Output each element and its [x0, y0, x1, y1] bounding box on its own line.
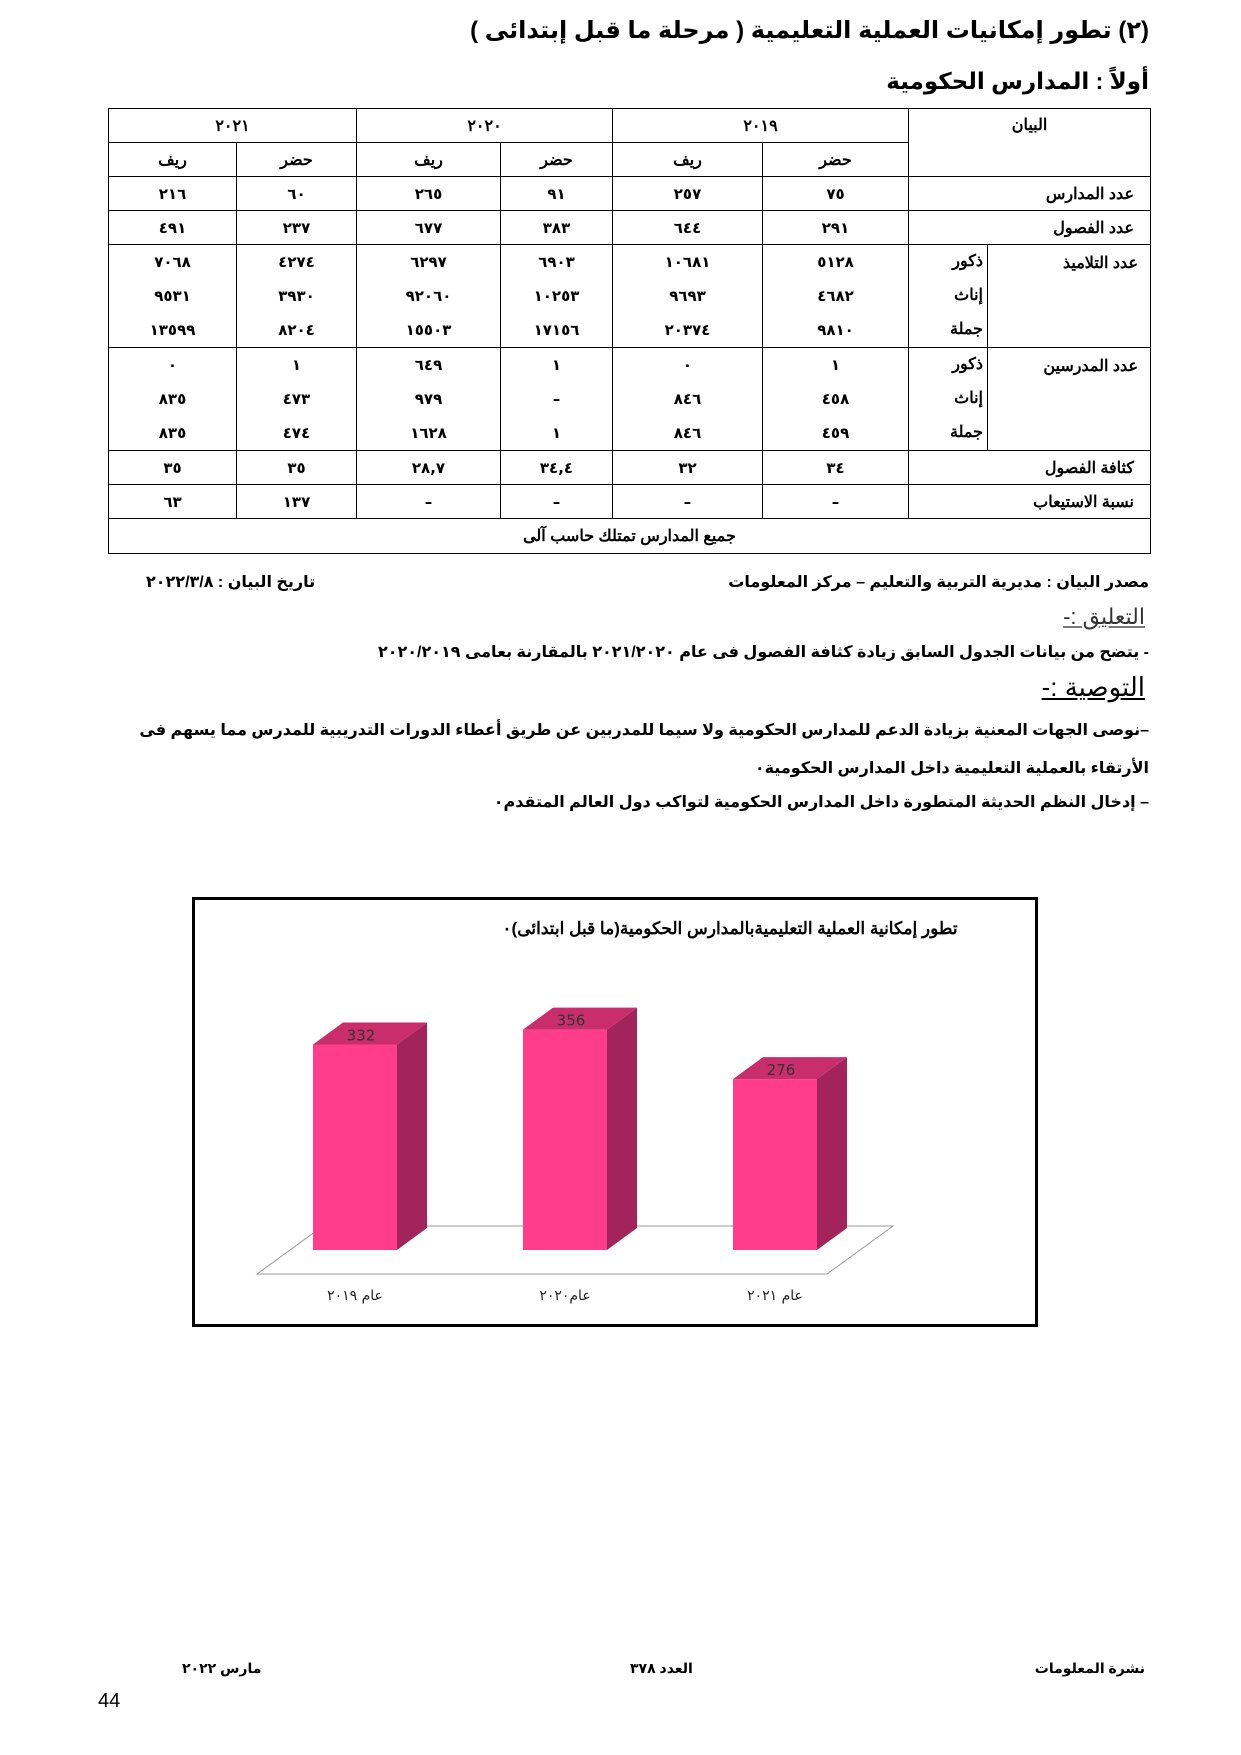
table-cell: ١ ٤٧٣ ٤٧٤ — [237, 348, 357, 451]
row-label: نسبة الاستيعاب — [909, 485, 1151, 519]
table-row — [109, 485, 1151, 519]
table-cell: ٣٨٣ — [501, 211, 613, 245]
table-cell: – — [357, 485, 501, 519]
label-header: البيان — [909, 109, 1151, 177]
sublabel-females: إناث — [954, 390, 983, 407]
subheader-urban: حضر — [763, 143, 909, 177]
chart-canvas — [195, 900, 1035, 1324]
table-cell: ٣٥ — [109, 451, 237, 485]
subheader-urban: حضر — [237, 143, 357, 177]
data-source: مصدر البيان : مديرية التربية والتعليم – مركز المعلومات — [728, 574, 1149, 591]
subheader-rural: ريف — [109, 143, 237, 177]
table-cell: ٢٣٧ — [237, 211, 357, 245]
table-cell: ٣٢ — [613, 451, 763, 485]
table-cell: ٣٤ — [763, 451, 909, 485]
subheader-urban: حضر — [501, 143, 613, 177]
footer-issue: العدد ٣٧٨ — [630, 1660, 693, 1676]
table-row — [109, 245, 1151, 348]
comment-heading: التعليق :- — [1063, 604, 1145, 629]
table-row — [109, 451, 1151, 485]
sublabel-females: إناث — [954, 287, 983, 304]
table-cell: ٦٧٧ — [357, 211, 501, 245]
sublabel-total: جملة — [949, 321, 983, 338]
bar-chart — [192, 897, 1038, 1327]
sublabel-total: جملة — [949, 424, 983, 441]
recommendation-item: –نوصى الجهات المعنية بزيادة الدعم للمدارس الحكومية ولا سيما للمدربين عن طريق أعطاء الدورات التدريبية للمدرس مما يسهم فى الأرتقاء بالعملية التعليمية داخل المدارس الحكومية٠ — [139, 722, 1149, 777]
table-row — [109, 177, 1151, 211]
category-label: عام٢٠٢٠ — [539, 1288, 591, 1304]
data-label: 356 — [556, 1011, 586, 1030]
table-cell: ٧٠٦٨ ٩٥٣١ ١٣٥٩٩ — [109, 245, 237, 348]
table-cell: ٩١ — [501, 177, 613, 211]
row-label: عدد المدرسين — [1043, 358, 1138, 375]
table-cell: ٤٩١ — [109, 211, 237, 245]
comment-text: - يتضح من بيانات الجدول السابق زيادة كثافة الفصول فى عام ٢٠٢١/٢٠٢٠ بالمقارنة بعامى ٢٠٢٠/٢٠١٩ — [377, 644, 1149, 661]
page-number: 44 — [98, 1690, 121, 1712]
table-cell: ٦٠ — [237, 177, 357, 211]
recommendation-heading: التوصية :- — [1041, 672, 1145, 702]
table-cell: – — [763, 485, 909, 519]
year-header: ٢٠٢١ — [109, 109, 357, 143]
table-cell: – — [501, 485, 613, 519]
table-cell: ٢٦٥ — [357, 177, 501, 211]
table-note: جميع المدارس تمتلك حاسب آلى — [109, 519, 1151, 554]
row-label-group — [909, 245, 1151, 348]
table-cell: ٢٩١ — [763, 211, 909, 245]
table-row — [109, 211, 1151, 245]
table-cell: ٦٤٩ ٩٧٩ ١٦٢٨ — [357, 348, 501, 451]
row-label: عدد التلاميذ — [1062, 255, 1138, 272]
section-title: أولاً : المدارس الحكومية — [886, 68, 1149, 94]
chart-bar — [523, 1008, 637, 1250]
statistics-table — [108, 108, 1151, 554]
table-cell: ١٠٦٨١ ٩٦٩٣ ٢٠٣٧٤ — [613, 245, 763, 348]
chart-title: تطور إمكانية العملية التعليميةبالمدارس الحكومية(ما قبل ابتدائى)٠ — [502, 919, 958, 938]
data-label: 276 — [766, 1061, 796, 1080]
table-cell: ٢١٦ — [109, 177, 237, 211]
table-cell: ٠ ٨٤٦ ٨٤٦ — [613, 348, 763, 451]
table-cell: ٢٨,٧ — [357, 451, 501, 485]
row-label: كثافة الفصول — [909, 451, 1151, 485]
table-cell: ٥١٢٨ ٤٦٨٢ ٩٨١٠ — [763, 245, 909, 348]
table-cell: ٠ ٨٣٥ ٨٣٥ — [109, 348, 237, 451]
table-cell: ٢٥٧ — [613, 177, 763, 211]
year-header: ٢٠١٩ — [613, 109, 909, 143]
table-cell: ٣٤,٤ — [501, 451, 613, 485]
category-label: عام ٢٠١٩ — [327, 1288, 383, 1304]
subheader-rural: ريف — [357, 143, 501, 177]
table-cell: – — [613, 485, 763, 519]
recommendation-item: – إدخال النظم الحديثة المتطورة داخل المدارس الحكومية لتواكب دول العالم المتقدم٠ — [493, 794, 1149, 811]
page-title: (٢) تطور إمكانيات العملية التعليمية ( مرحلة ما قبل إبتدائى ) — [470, 17, 1149, 44]
footer-publication: نشرة المعلومات — [1034, 1660, 1145, 1676]
year-header: ٢٠٢٠ — [357, 109, 613, 143]
subheader-rural: ريف — [613, 143, 763, 177]
table-cell: ٦٩٠٣ ١٠٢٥٣ ١٧١٥٦ — [501, 245, 613, 348]
table-cell: ٣٥ — [237, 451, 357, 485]
chart-bar — [313, 1022, 427, 1250]
table-cell: ١ – ١ — [501, 348, 613, 451]
footer-date: مارس ٢٠٢٢ — [182, 1660, 262, 1676]
table-row — [109, 348, 1151, 451]
row-label: عدد المدارس — [909, 177, 1151, 211]
table-cell: ٧٥ — [763, 177, 909, 211]
table-cell: ٦٤٤ — [613, 211, 763, 245]
table-cell: ١٣٧ — [237, 485, 357, 519]
row-label: عدد الفصول — [909, 211, 1151, 245]
chart-bar — [733, 1057, 847, 1250]
sublabel-males: ذكور — [952, 356, 983, 373]
table-row — [109, 519, 1151, 554]
table-cell: ١ ٤٥٨ ٤٥٩ — [763, 348, 909, 451]
row-label-group — [909, 348, 1151, 451]
category-label: عام ٢٠٢١ — [747, 1288, 803, 1304]
data-label: 332 — [346, 1026, 376, 1045]
table-cell: ٦٢٩٧ ٩٢٠٦٠ ١٥٥٠٣ — [357, 245, 501, 348]
table-cell: ٦٣ — [109, 485, 237, 519]
data-date: تاريخ البيان : ٢٠٢٢/٣/٨ — [146, 574, 316, 591]
sublabel-males: ذكور — [952, 253, 983, 270]
table-cell: ٤٢٧٤ ٣٩٣٠ ٨٢٠٤ — [237, 245, 357, 348]
